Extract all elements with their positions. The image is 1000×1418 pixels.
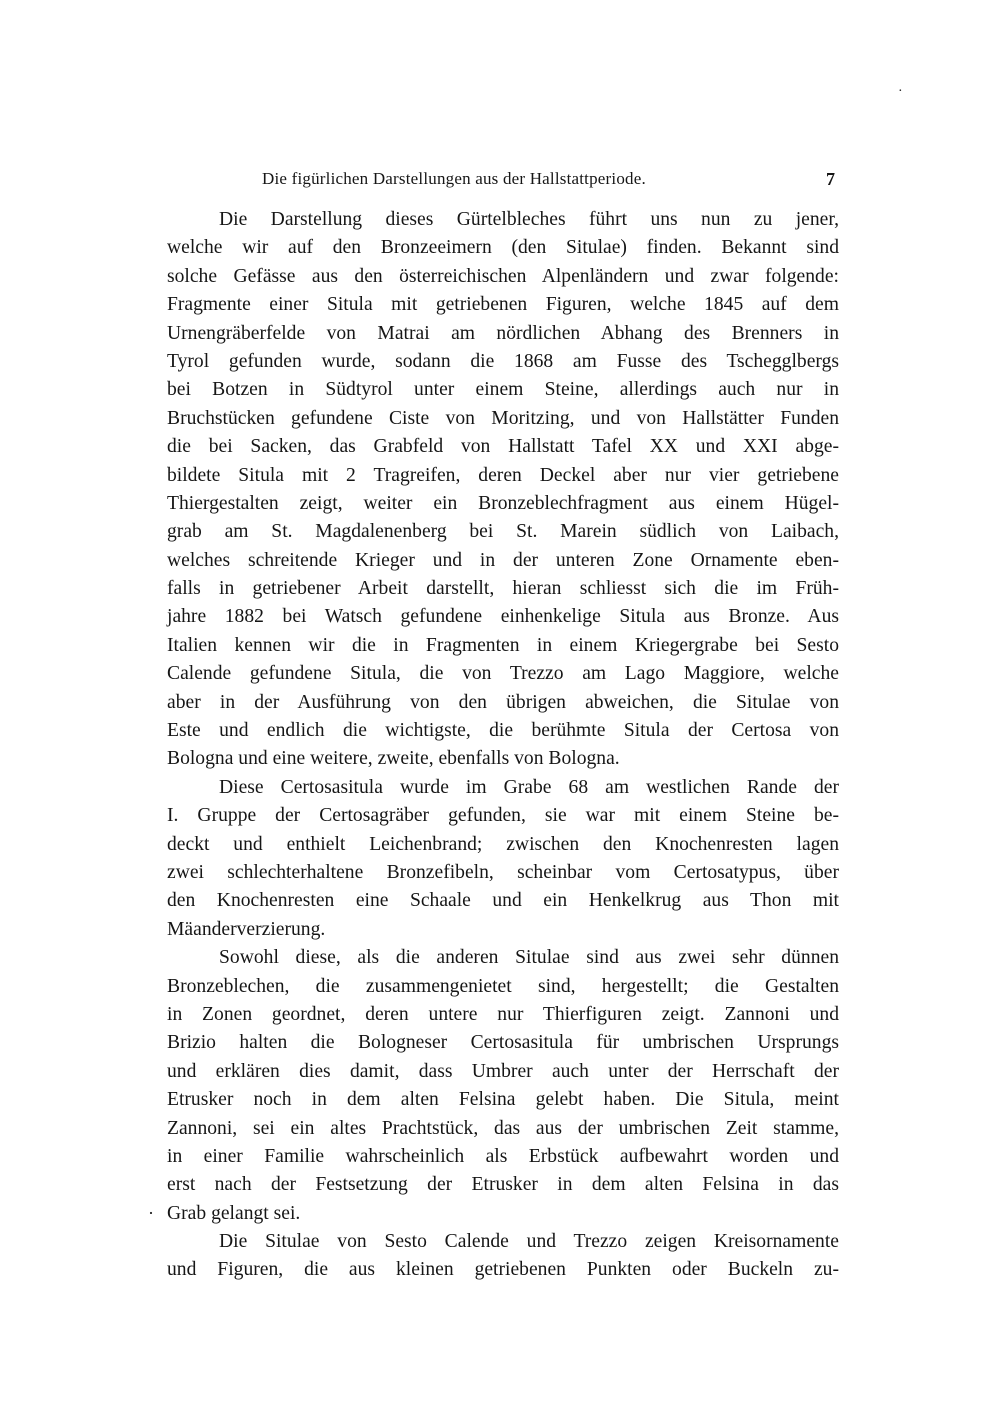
text-line: Bronzeblechen, die zusammengenietet sind, hergestellt; die Gestalten [167,975,839,997]
text-line: Bruchstücken gefundene Ciste von Moritzing, und von Hallstätter Funden [167,407,839,429]
text-line: in einer Familie wahrscheinlich als Erbstück aufbewahrt worden und [167,1145,839,1167]
text-line: Sowohl diese, als die anderen Situlae sind aus zwei sehr dünnen [219,947,839,969]
text-line: Fragmente einer Situla mit getriebenen Figuren, welche 1845 auf dem [167,294,839,316]
text-line: Thiergestalten zeigt, weiter ein Bronzeblechfragment aus einem Hügel- [167,492,839,514]
text-line: solche Gefässe aus den österreichischen Alpenländern und zwar folgende: [167,265,839,287]
text-line: falls in getriebener Arbeit darstellt, hieran schliesst sich die im Früh- [167,578,839,600]
text-line: Mäanderverzierung. [167,918,326,940]
text-line: Diese Certosasitula wurde im Grabe 68 am westlichen Rande der [219,776,839,798]
text-line: Die Darstellung dieses Gürtelbleches führt uns nun zu jener, [219,209,839,230]
text-line: Etrusker noch in dem alten Felsina gelebt haben. Die Situla, meint [167,1089,839,1111]
text-line: Brizio halten die Bologneser Certosasitula für umbrischen Ursprungs [167,1032,839,1054]
text-line: Grab gelangt sei. [167,1202,301,1224]
text-line: Calende gefundene Situla, die von Trezzo am Lago Maggiore, welche [167,663,839,685]
text-line: Este und endlich die wichtigste, die berühmte Situla der Certosa von [167,720,839,742]
text-line: welche wir auf den Bronzeeimern (den Situlae) finden. Bekannt sind [167,237,839,259]
text-line: grab am St. Magdalenenberg bei St. Marein südlich von Laibach, [167,521,839,543]
text-line: Italien kennen wir die in Fragmenten in einem Kriegergrabe bei Sesto [167,634,839,656]
text-line: welches schreitende Krieger und in der unteren Zone Ornamente eben- [167,549,839,571]
text-line: deckt und enthielt Leichenbrand; zwischen den Knochenresten lagen [167,833,839,855]
text-line: Die Situlae von Sesto Calende und Trezzo zeigen Kreisornamente [219,1231,839,1253]
text-line: und Figuren, die aus kleinen getriebenen Punkten oder Buckeln zu- [167,1259,839,1281]
text-line: in Zonen geordnet, deren untere nur Thierfiguren zeigt. Zannoni und [167,1003,839,1025]
text-line: jahre 1882 bei Watsch gefundene einhenkelige Situla aus Bronze. Aus [167,606,839,628]
text-line: zwei schlechterhaltene Bronzefibeln, scheinbar vom Certosatypus, über [167,861,839,883]
text-line: bildete Situla mit 2 Tragreifen, deren Deckel aber nur vier getriebene [167,464,839,486]
text-line: aber in der Ausführung von den übrigen abweichen, die Situlae von [167,691,839,713]
text-line: den Knochenresten eine Schaale und ein Henkelkrug aus Thon mit [167,890,839,912]
scan-speck: · [898,84,903,99]
text-line: Zannoni, sei ein altes Prachtstück, das aus der umbrischen Zeit stamme, [167,1117,839,1139]
page-number: 7 [826,169,835,189]
text-line: und erklären dies damit, dass Umbrer auch unter der Herrschaft der [167,1060,839,1082]
text-line: Bologna und eine weitere, zweite, ebenfalls von Bologna. [167,748,620,770]
text-line: Urnengräberfelde von Matrai am nördlichen Abhang des Brenners in [167,322,839,344]
body-text [167,206,839,1285]
running-title: Die figürlichen Darstellungen aus der Hallstattperiode. [262,169,646,188]
text-line: Tyrol gefunden wurde, sodann die 1868 am Fusse des Tschegglbergs [167,350,839,372]
text-line: I. Gruppe der Certosagräber gefunden, sie war mit einem Steine be- [167,805,839,827]
text-line: bei Botzen in Südtyrol unter einem Steine, allerdings auch nur in [167,379,839,401]
text-line: die bei Sacken, das Grabfeld von Hallstatt Tafel XX und XXI abge- [167,436,839,458]
margin-mark: · [148,1203,154,1223]
text-line: erst nach der Festsetzung der Etrusker in dem alten Felsina in das [167,1174,839,1196]
